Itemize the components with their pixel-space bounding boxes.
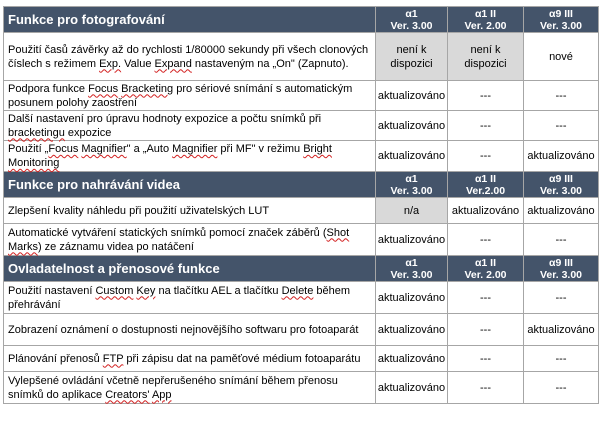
firmware-version: Ver. 3.00 — [390, 184, 433, 197]
status-cell: --- — [448, 81, 524, 111]
spellcheck-word: Creators' — [105, 388, 150, 401]
table-row — [4, 198, 599, 224]
model-column-header — [376, 256, 448, 282]
feature-description: Plánování přenosů FTP při zápisu dat na paměťové médium fotoaparátu — [4, 346, 376, 372]
status-cell: --- — [448, 111, 524, 141]
table-body — [4, 7, 599, 404]
status-cell: --- — [524, 372, 599, 404]
firmware-version: Ver. 2.00 — [464, 268, 507, 281]
feature-description: Automatické vytváření statických snímků pomocí značek záběrů (Shot Marks) ze záznamu videa po natáčení — [4, 224, 376, 256]
firmware-version: Ver. 2.00 — [464, 19, 507, 32]
section-title: Funkce pro fotografování — [4, 7, 376, 33]
spellcheck-word: FTP — [102, 352, 124, 365]
firmware-version: Ver. 3.00 — [539, 19, 583, 32]
status-cell: --- — [524, 346, 599, 372]
firmware-version: Ver.2.00 — [465, 184, 506, 197]
firmware-version: Ver. 3.00 — [539, 268, 583, 281]
model-name: α1 II — [474, 172, 497, 185]
section-title: Funkce pro nahrávání videa — [4, 172, 376, 198]
section-header-row — [4, 172, 599, 198]
spellcheck-word: Exp. — [99, 57, 122, 70]
spellcheck-word: Monitoring — [8, 157, 60, 169]
status-cell: aktualizováno — [376, 282, 448, 314]
model-column-header — [524, 256, 599, 282]
feature-description: Použití „Focus Magnifier" a „Auto Magnifier při MF" v režimu Bright Monitoring — [4, 141, 376, 172]
spellcheck-word: Expand — [154, 57, 192, 70]
spellcheck-word: Key — [136, 284, 156, 297]
feature-description: Zobrazení oznámení o dostupnosti nejnovějšího softwaru pro fotoaparát — [4, 314, 376, 346]
status-cell: --- — [448, 224, 524, 256]
status-cell: aktualizováno — [376, 346, 448, 372]
table-row — [4, 224, 599, 256]
status-cell: aktualizováno — [376, 81, 448, 111]
model-name: α1 — [405, 172, 418, 185]
status-cell: n/a — [376, 198, 448, 224]
spellcheck-word: Bracketing — [121, 82, 174, 95]
status-cell: aktualizováno — [376, 314, 448, 346]
table-row — [4, 346, 599, 372]
spellcheck-word: Shot — [326, 226, 350, 239]
status-cell: --- — [448, 346, 524, 372]
model-column-header — [376, 7, 448, 33]
model-column-header — [448, 172, 524, 198]
spellcheck-word: bracketingu — [8, 126, 65, 139]
spellcheck-word: Focus — [48, 143, 79, 155]
status-cell: aktualizováno — [376, 224, 448, 256]
table-row — [4, 314, 599, 346]
status-cell: není k dispozici — [448, 33, 524, 81]
status-cell: není k dispozici — [376, 33, 448, 81]
feature-description: Použití časů závěrky až do rychlosti 1/80000 sekundy při všech clonových číslech s režimem Exp. Value Expand nastaveným na „On" (Zapnuto). — [4, 33, 376, 81]
spellcheck-word: Bright — [303, 143, 332, 155]
feature-description: Vylepšené ovládání včetně nepřerušeného snímání během přenosu snímků do aplikace Creators' App — [4, 372, 376, 404]
status-cell: aktualizováno — [376, 372, 448, 404]
model-column-header — [376, 172, 448, 198]
table-row — [4, 33, 599, 81]
spellcheck-word: Delete — [281, 284, 314, 297]
status-cell: --- — [524, 81, 599, 111]
spellcheck-word: Custom — [95, 284, 134, 297]
model-name: α1 II — [474, 7, 497, 20]
model-column-header — [524, 7, 599, 33]
firmware-version: Ver. 3.00 — [390, 19, 433, 32]
table-row — [4, 282, 599, 314]
model-name: α9 III — [549, 172, 573, 185]
spellcheck-word: Magnifier — [172, 143, 218, 155]
spellcheck-word: Focus — [88, 82, 119, 95]
status-cell: --- — [524, 224, 599, 256]
model-name: α1 II — [474, 256, 497, 269]
status-cell: aktualizováno — [524, 141, 599, 172]
status-cell: aktualizováno — [448, 198, 524, 224]
table-row — [4, 111, 599, 141]
model-name: α1 — [405, 7, 418, 20]
feature-description: Další nastavení pro úpravu hodnoty expozice a počtu snímků při bracketingu expozice — [4, 111, 376, 141]
status-cell: --- — [448, 282, 524, 314]
status-cell: aktualizováno — [524, 198, 599, 224]
spellcheck-word: Marks — [8, 240, 38, 253]
model-column-header — [524, 172, 599, 198]
status-cell: aktualizováno — [376, 141, 448, 172]
status-cell: --- — [524, 111, 599, 141]
model-name: α9 III — [549, 256, 573, 269]
status-cell: --- — [448, 141, 524, 172]
status-cell: nové — [524, 33, 599, 81]
firmware-version: Ver. 3.00 — [539, 184, 583, 197]
model-column-header — [448, 256, 524, 282]
feature-description: Podpora funkce Focus Bracketing pro sériové snímání s automatickým posunem polohy zaostření — [4, 81, 376, 111]
spellcheck-word: Magnifier — [81, 143, 127, 155]
section-header-row — [4, 256, 599, 282]
firmware-feature-table — [3, 6, 599, 404]
table-row — [4, 372, 599, 404]
table-row — [4, 81, 599, 111]
model-name: α1 — [405, 256, 418, 269]
feature-description: Použití nastavení Custom Key na tlačítku AEL a tlačítku Delete během přehrávání — [4, 282, 376, 314]
spellcheck-word: App — [151, 388, 172, 401]
status-cell: --- — [448, 372, 524, 404]
status-cell: --- — [524, 282, 599, 314]
table-row — [4, 141, 599, 172]
model-column-header — [448, 7, 524, 33]
section-header-row — [4, 7, 599, 33]
section-title: Ovladatelnost a přenosové funkce — [4, 256, 376, 282]
firmware-version: Ver. 3.00 — [390, 268, 433, 281]
feature-description: Zlepšení kvality náhledu při použití uživatelských LUT — [4, 198, 376, 224]
status-cell: aktualizováno — [376, 111, 448, 141]
model-name: α9 III — [549, 7, 573, 20]
status-cell: aktualizováno — [524, 314, 599, 346]
status-cell: --- — [448, 314, 524, 346]
